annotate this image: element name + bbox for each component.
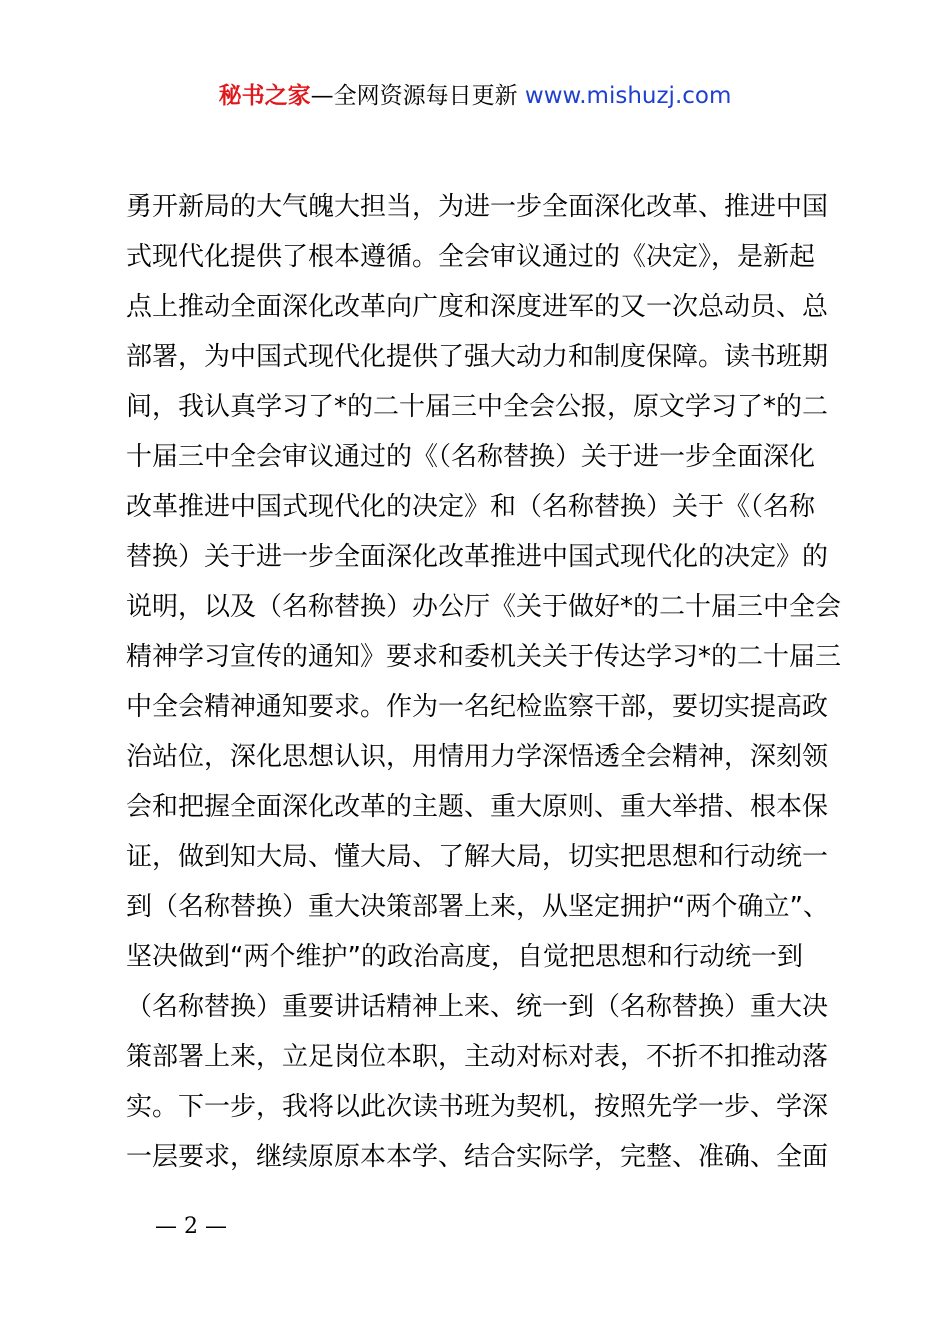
body-line: 式现代化提供了根本遵循。全会审议通过的《决定》，是新起: [126, 242, 816, 272]
body-line: 十届三中全会审议通过的《（名称替换）关于进一步全面深化: [126, 442, 816, 472]
site-brand: 秘书之家: [218, 83, 311, 109]
site-url[interactable]: www.mishuzj.com: [524, 83, 732, 109]
body-line: 坚决做到“两个维护”的政治高度，自觉把思想和行动统一到: [126, 942, 803, 972]
body-line: 勇开新局的大气魄大担当，为进一步全面深化改革、推进中国: [126, 192, 829, 222]
document-body: [126, 182, 842, 1182]
body-line: 替换）关于进一步全面深化改革推进中国式现代化的决定》的: [126, 542, 829, 572]
body-line: 部署，为中国式现代化提供了强大动力和制度保障。读书班期: [126, 342, 829, 372]
body-line: 点上推动全面深化改革向广度和深度进军的又一次总动员、总: [126, 292, 829, 322]
body-line: 治站位，深化思想认识，用情用力学深悟透全会精神，深刻领: [126, 742, 829, 772]
body-line: 说明，以及（名称替换）办公厅《关于做好*的二十届三中全会: [126, 592, 842, 622]
body-line: 中全会精神通知要求。作为一名纪检监察干部，要切实提高政: [126, 692, 829, 722]
body-line: 证，做到知大局、懂大局、了解大局，切实把思想和行动统一: [126, 842, 829, 872]
body-line: 策部署上来，立足岗位本职，主动对标对表，不折不扣推动落: [126, 1042, 829, 1072]
body-line: 会和把握全面深化改革的主题、重大原则、重大举措、根本保: [126, 792, 829, 822]
body-line: 改革推进中国式现代化的决定》和（名称替换）关于《（名称: [126, 492, 816, 522]
body-line: 间，我认真学习了*的二十届三中全会公报，原文学习了*的二: [126, 392, 829, 422]
body-line: 到（名称替换）重大决策部署上来，从坚定拥护“两个确立”、: [126, 892, 829, 922]
site-tagline: —全网资源每日更新: [310, 83, 525, 109]
page-header: [0, 80, 950, 112]
body-line: （名称替换）重要讲话精神上来、统一到（名称替换）重大决: [126, 992, 829, 1022]
body-line: 一层要求，继续原原本本学、结合实际学，完整、准确、全面: [126, 1142, 829, 1172]
body-line: 实。下一步，我将以此次读书班为契机，按照先学一步、学深: [126, 1092, 829, 1122]
body-line: 精神学习宣传的通知》要求和委机关关于传达学习*的二十届三: [126, 642, 842, 672]
page-number: — 2 —: [155, 1214, 227, 1239]
